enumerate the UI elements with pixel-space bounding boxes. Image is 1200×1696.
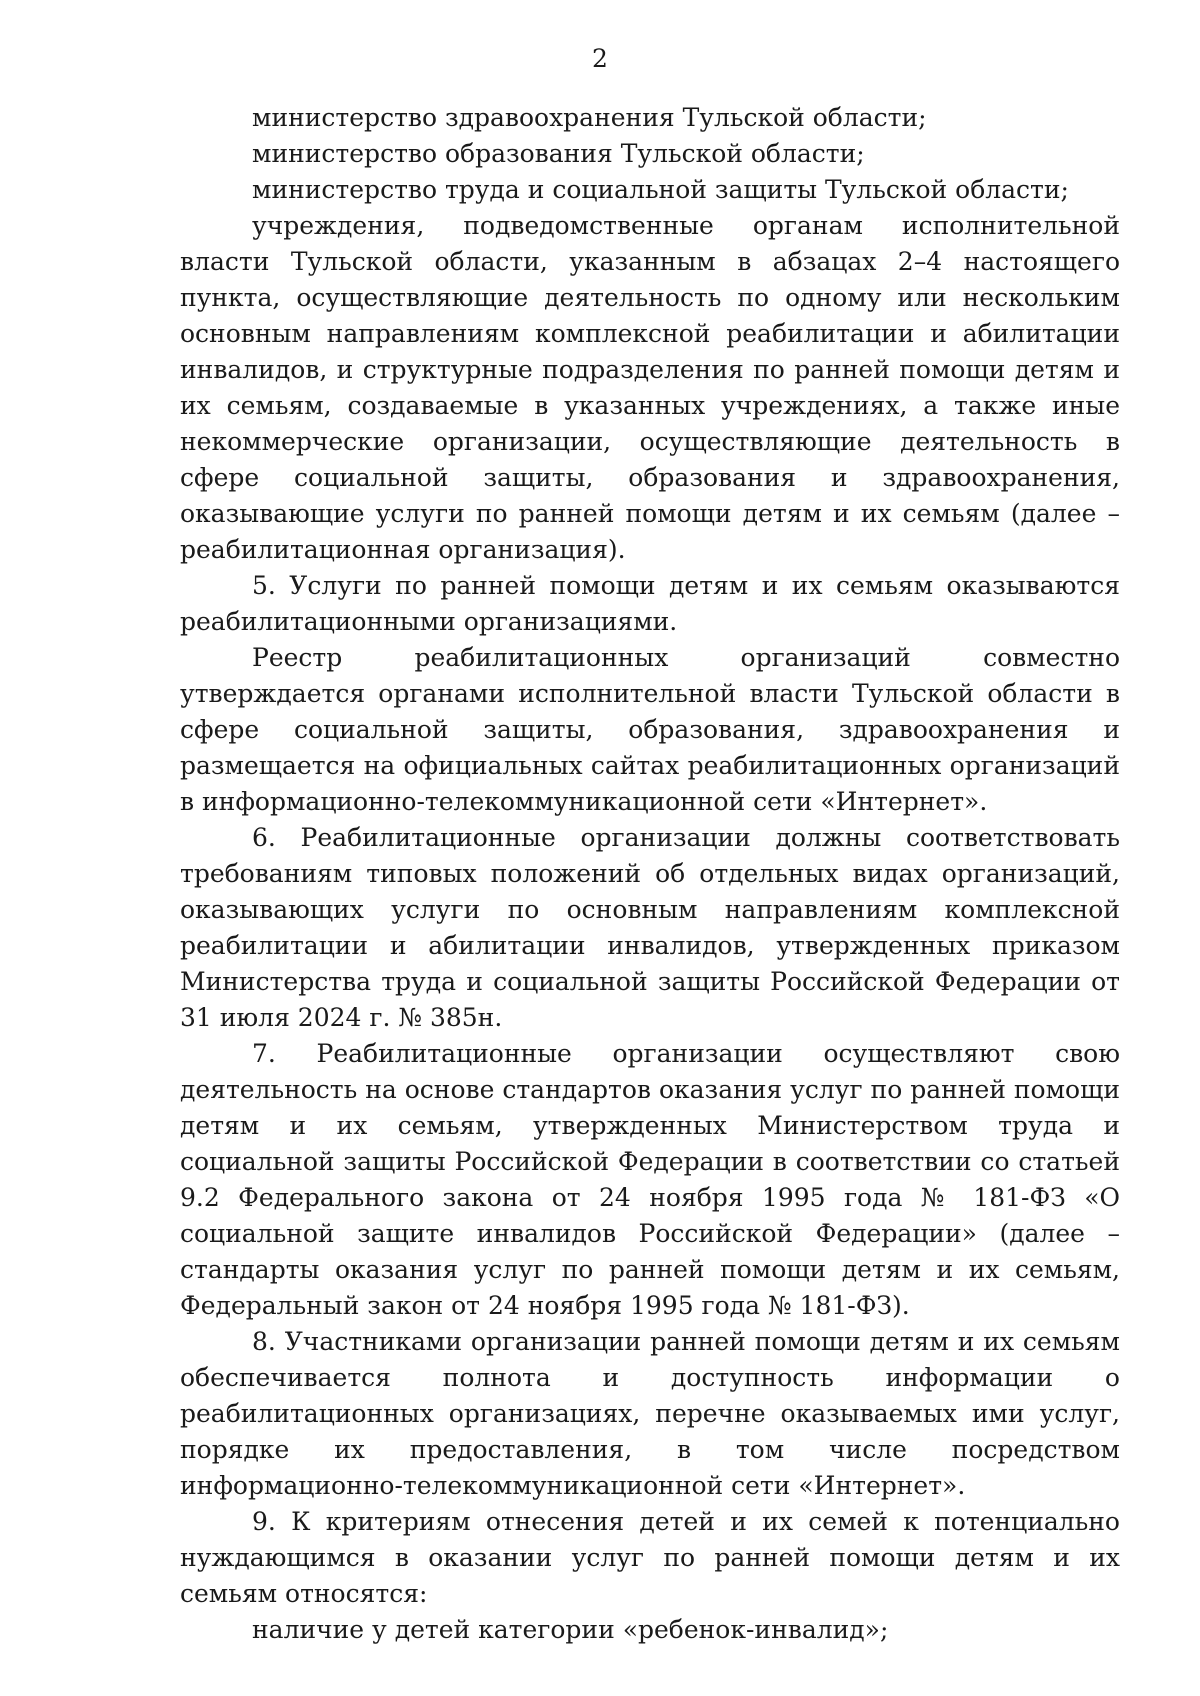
paragraph: 9. К критериям отнесения детей и их семей к потенциально нуждающимся в оказании услуг по ранней помощи детям и их семьям относятся: (180, 1507, 1120, 1608)
paragraph: 6. Реабилитационные организации должны соответствовать требованиям типовых положений об отдельных видах организаций, оказывающих услуги по основным направлениям комплексной реабилитации и абилитации инвалидов, утвержденных приказом Министерства труда и социальной защиты Российской Федерации от 31 июля 2024 г. № 385н. (180, 823, 1120, 1032)
paragraph: наличие у детей категории «ребенок-инвалид»; (252, 1615, 889, 1644)
paragraph: Реестр реабилитационных организаций совместно утверждается органами исполнительной власти Тульской области в сфере социальной защиты, образования, здравоохранения и размещается на официальных сайтах реабилитационных организаций в информационно-телекоммуникационной сети «Интернет». (180, 643, 1120, 816)
paragraph: учреждения, подведомственные органам исполнительной власти Тульской области, указанным в абзацах 2–4 настоящего пункта, осуществляющие деятельность по одному или нескольким основным направлениям комплексной реабилитации и абилитации инвалидов, и структурные подразделения по ранней помощи детям и их семьям, создаваемые в указанных учреждениях, а также иные некоммерческие организации, осуществляющие деятельность в сфере социальной защиты, образования и здравоохранения, оказывающие услуги по ранней помощи детям и их семьям (далее – реабилитационная организация). (180, 211, 1120, 564)
paragraph: 5. Услуги по ранней помощи детям и их семьям оказываются реабилитационными организациями. (180, 571, 1120, 636)
paragraph: министерство здравоохранения Тульской области; (252, 103, 927, 132)
paragraph: 8. Участниками организации ранней помощи детям и их семьям обеспечивается полнота и доступность информации о реабилитационных организациях, перечне оказываемых ими услуг, порядке их предоставления, в том числе посредством информационно-телекоммуникационной сети «Интернет». (180, 1327, 1120, 1500)
page-number: 2 (592, 44, 608, 73)
document-body (180, 100, 1120, 1648)
paragraph: 7. Реабилитационные организации осуществляют свою деятельность на основе стандартов оказания услуг по ранней помощи детям и их семьям, утвержденных Министерством труда и социальной защиты Российской Федерации в соответствии со статьей 9.2 Федерального закона от 24 ноября 1995 года № 181-ФЗ «О социальной защите инвалидов Российской Федерации» (далее – стандарты оказания услуг по ранней помощи детям и их семьям, Федеральный закон от 24 ноября 1995 года № 181-ФЗ). (180, 1039, 1120, 1320)
paragraph: министерство образования Тульской области; (252, 139, 865, 168)
paragraph: министерство труда и социальной защиты Тульской области; (252, 175, 1069, 204)
